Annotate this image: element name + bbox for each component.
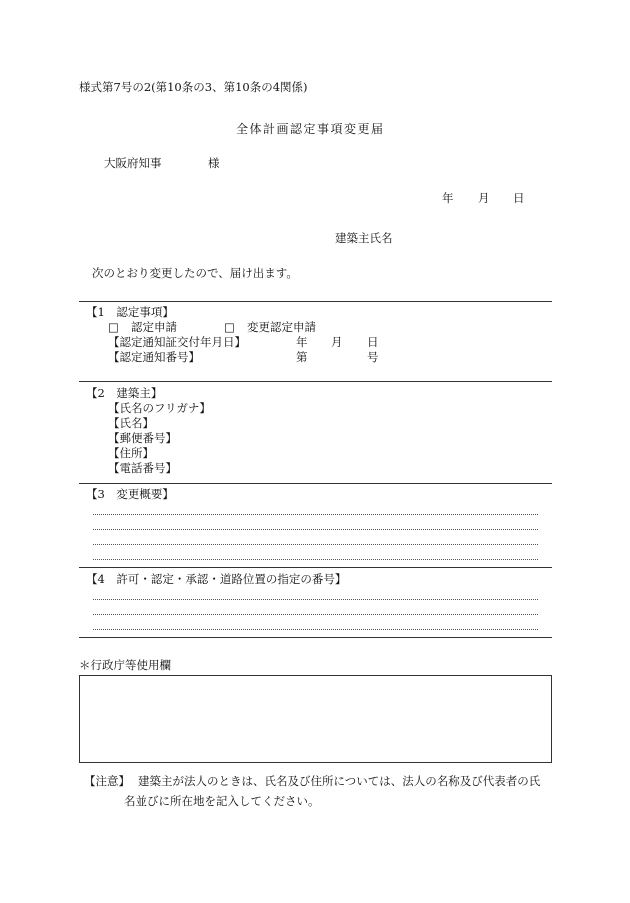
applicant-name-label: 建築主氏名 — [335, 231, 393, 245]
form-number: 様式第7号の2(第10条の3、第10条の4関係) — [79, 80, 308, 94]
section4-bottom-border — [79, 637, 552, 638]
section4-heading: 【4 許可・認定・承認・道路位置の指定の番号】 — [86, 572, 347, 586]
date-day-label: 日 — [513, 191, 525, 205]
section3-top-border — [79, 483, 552, 484]
office-use-label: ＊行政庁等使用欄 — [79, 658, 171, 672]
option-application-label: 認定申請 — [131, 320, 177, 334]
checkbox-application[interactable]: □ — [108, 320, 119, 334]
owner-postal-code-label: 【郵便番号】 — [108, 431, 177, 445]
note-text-line2: 名並びに所在地を記入してください。 — [124, 794, 320, 808]
permit-number-line[interactable] — [93, 599, 538, 600]
section2-top-border — [79, 381, 552, 382]
permit-number-line[interactable] — [93, 629, 538, 630]
option-change-application-label: 変更認定申請 — [247, 320, 316, 334]
office-use-box — [79, 675, 552, 763]
change-summary-line[interactable] — [93, 529, 538, 530]
checkbox-change-application[interactable]: □ — [224, 320, 235, 334]
form-title: 全体計画認定事項変更届 — [236, 122, 385, 136]
certificate-date-label: 【認定通知証交付年月日】 — [108, 335, 246, 349]
addressee-honorific: 様 — [208, 156, 220, 170]
section3-heading: 【3 変更概要】 — [86, 487, 174, 501]
addressee-name: 大阪府知事 — [104, 156, 162, 170]
intro-text: 次のとおり変更したので、届け出ます。 — [92, 266, 298, 280]
section1-top-border — [79, 301, 552, 302]
change-summary-line[interactable] — [93, 544, 538, 545]
section4-top-border — [79, 567, 552, 568]
owner-phone-label: 【電話番号】 — [108, 461, 177, 475]
certificate-number-prefix: 第 — [296, 350, 308, 364]
note-text-line1: 建築主が法人のときは、氏名及び住所については、法人の名称及び代表者の氏 — [138, 774, 541, 788]
section2-heading: 【2 建築主】 — [86, 386, 163, 400]
change-summary-line[interactable] — [93, 514, 538, 515]
owner-address-label: 【住所】 — [108, 446, 154, 460]
change-summary-line[interactable] — [93, 559, 538, 560]
certificate-year-label: 年 — [296, 335, 308, 349]
permit-number-line[interactable] — [93, 614, 538, 615]
owner-furigana-label: 【氏名のフリガナ】 — [108, 401, 211, 415]
certificate-day-label: 日 — [367, 335, 379, 349]
certificate-number-label: 【認定通知番号】 — [108, 350, 200, 364]
date-year-label: 年 — [442, 191, 454, 205]
section1-heading: 【1 認定事項】 — [86, 305, 174, 319]
note-label: 【注意】 — [84, 774, 130, 788]
certificate-number-suffix: 号 — [367, 350, 379, 364]
date-month-label: 月 — [478, 191, 490, 205]
owner-name-label: 【氏名】 — [108, 416, 154, 430]
certificate-month-label: 月 — [331, 335, 343, 349]
